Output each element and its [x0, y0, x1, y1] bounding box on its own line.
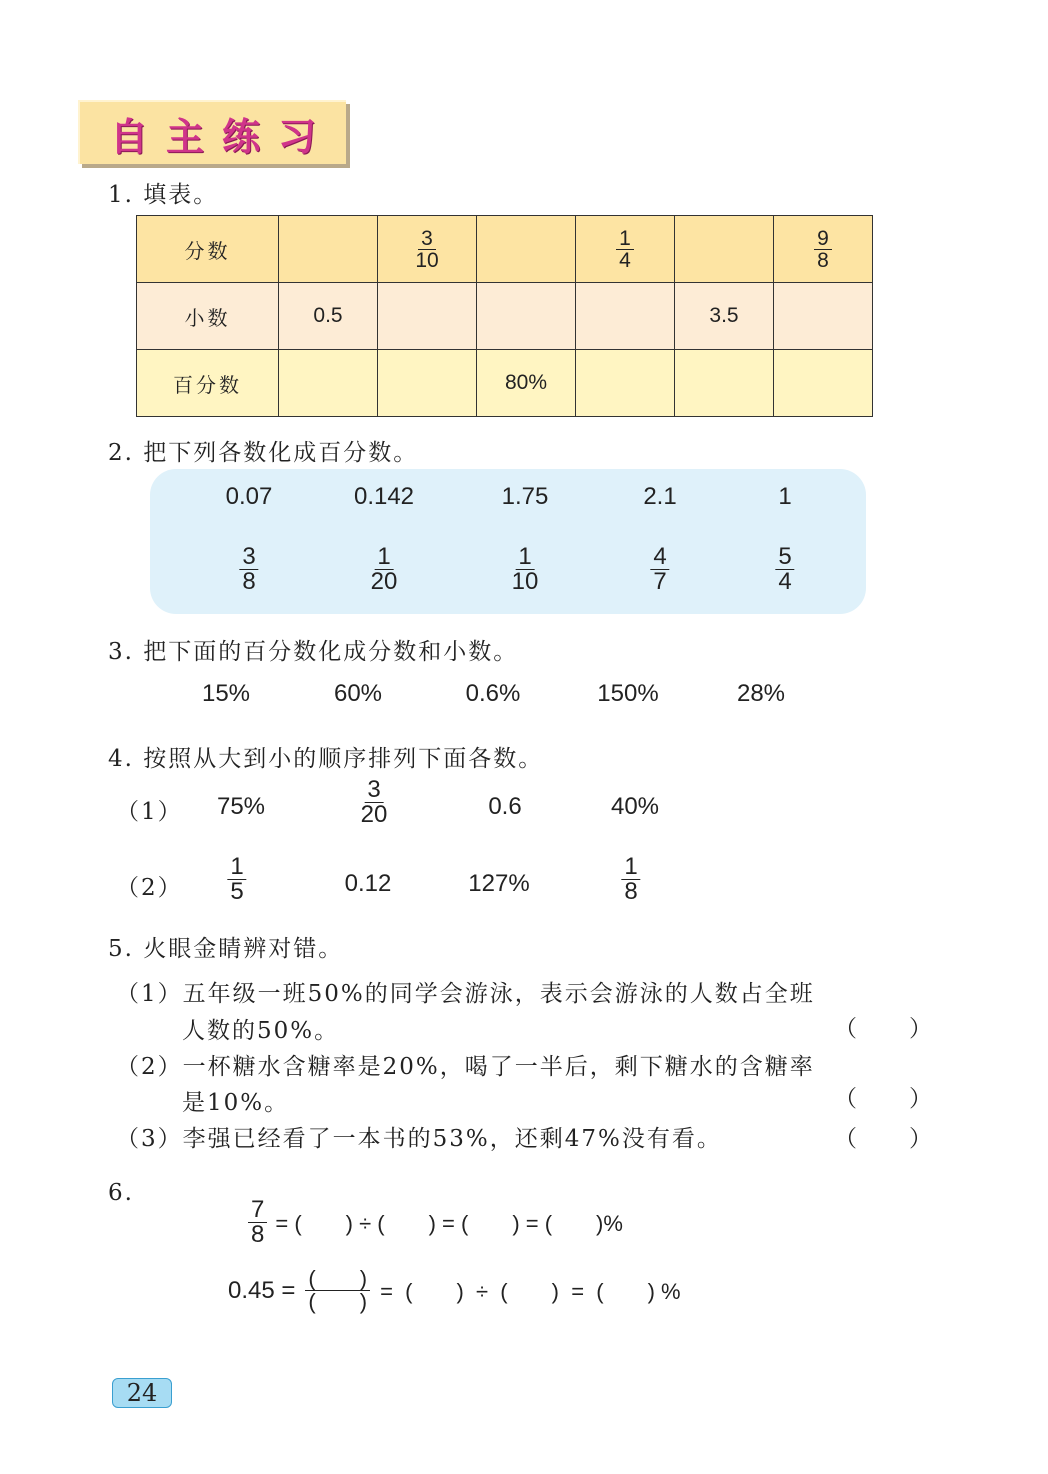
fraction-blank[interactable] [305, 1268, 370, 1313]
q2-title: 2. 把下列各数化成百分数。 [108, 440, 419, 466]
table-row-decimal [137, 283, 873, 350]
percent-item: 150% [597, 680, 659, 707]
banner-title: 自主练习 [109, 114, 334, 159]
decimal-item: 1 [778, 483, 792, 510]
denominator: 10 [415, 248, 439, 272]
numerator: 4 [650, 545, 669, 570]
denominator: 8 [251, 1221, 265, 1248]
denominator: 4 [619, 248, 631, 272]
numerator: 1 [227, 855, 246, 880]
q5-item2-line1: （2）一杯糖水含糖率是20%，喝了一半后，剩下糖水的含糖率 [116, 1054, 815, 1080]
numerator-blank[interactable]: ( ) [305, 1268, 370, 1291]
percent-item: 60% [333, 680, 383, 707]
table-cell [378, 216, 477, 283]
q4-part1-label: （1） [116, 799, 183, 825]
denominator: 5 [230, 878, 244, 905]
table-cell[interactable] [279, 350, 378, 417]
table-row-fraction [137, 216, 873, 283]
percent-item: 0.6% [465, 680, 521, 707]
answer-paren[interactable]: （ ） [834, 1126, 934, 1152]
denominator: 20 [360, 801, 388, 828]
denominator: 8 [242, 568, 256, 595]
q4-p2-c: 127% [468, 870, 530, 897]
table-cell[interactable] [576, 283, 675, 350]
numerator: 1 [515, 545, 534, 570]
row-label: 小数 [137, 283, 279, 350]
numerator: 1 [621, 855, 640, 880]
q5-item1-line1: （1）五年级一班50%的同学会游泳，表示会游泳的人数占全班 [116, 981, 815, 1007]
table-cell[interactable] [378, 283, 477, 350]
q4-title: 4. 按照从大到小的顺序排列下面各数。 [108, 746, 544, 772]
q5-item3-line1: （3）李强已经看了一本书的53%，还剩47%没有看。 [116, 1126, 722, 1152]
row-label: 分数 [137, 216, 279, 283]
denominator: 10 [511, 568, 539, 595]
decimal-item: 0.07 [225, 483, 273, 510]
q5-item2-line2: 是10%。 [182, 1090, 290, 1116]
fraction [775, 545, 794, 594]
denominator: 7 [653, 568, 667, 595]
q4-p1-c: 0.6 [488, 793, 522, 820]
decimal-item: 2.1 [643, 483, 677, 510]
table-cell [774, 216, 873, 283]
numerator: 1 [374, 545, 393, 570]
table-row-percent [137, 350, 873, 417]
numerator: 1 [616, 228, 634, 250]
table-cell[interactable] [774, 283, 873, 350]
q4-p1-a: 75% [216, 793, 266, 820]
q4-p1-d: 40% [610, 793, 660, 820]
denominator: 8 [624, 878, 638, 905]
table-cell[interactable] [675, 216, 774, 283]
numerator: 3 [239, 545, 258, 570]
row-label: 百分数 [137, 350, 279, 417]
table-cell[interactable] [774, 350, 873, 417]
decimal-item: 1.75 [501, 483, 549, 510]
fraction [248, 1198, 267, 1247]
table-cell[interactable] [378, 350, 477, 417]
denominator-blank[interactable]: ( ) [308, 1289, 368, 1314]
percent-item: 28% [736, 680, 786, 707]
q6-line1 [248, 1198, 623, 1247]
table-cell [576, 216, 675, 283]
answer-paren[interactable]: （ ） [834, 1016, 934, 1042]
q6-line2 [228, 1268, 681, 1313]
section-banner [78, 100, 346, 164]
numerator: 9 [814, 228, 832, 250]
percent-item: 15% [201, 680, 251, 707]
q3-title: 3. 把下面的百分数化成分数和小数。 [108, 639, 519, 665]
equation-blanks[interactable]: = ( ) ÷ ( ) = ( ) % [380, 1279, 681, 1304]
q5-item1-line2: 人数的50%。 [182, 1018, 340, 1044]
fill-table [136, 215, 873, 417]
table-cell[interactable] [477, 283, 576, 350]
numerator: 5 [775, 545, 794, 570]
table-cell: 3.5 [675, 283, 774, 350]
table-cell[interactable] [576, 350, 675, 417]
fraction [509, 545, 542, 594]
numerator: 3 [364, 778, 383, 803]
fraction [650, 545, 669, 594]
equation-blanks[interactable]: = ( ) ÷ ( ) = ( ) = ( )% [275, 1211, 623, 1236]
numerator: 7 [248, 1198, 267, 1223]
denominator: 4 [778, 568, 792, 595]
page-number: 24 [112, 1378, 172, 1408]
equation-lead: 0.45 = [228, 1276, 296, 1304]
fraction [368, 545, 401, 594]
q4-p2-b: 0.12 [344, 870, 392, 897]
table-cell[interactable] [477, 216, 576, 283]
q5-title: 5. 火眼金睛辨对错。 [108, 936, 344, 962]
table-cell[interactable] [279, 216, 378, 283]
table-cell: 80% [477, 350, 576, 417]
denominator: 20 [370, 568, 398, 595]
decimal-item: 0.142 [353, 483, 415, 510]
fraction [239, 545, 258, 594]
q1-title: 1. 填表。 [108, 182, 219, 208]
answer-paren[interactable]: （ ） [834, 1086, 934, 1112]
q4-part2-label: （2） [116, 875, 183, 901]
denominator: 8 [817, 248, 829, 272]
q6-title: 6. [108, 1180, 134, 1206]
table-cell[interactable] [675, 350, 774, 417]
fraction [358, 778, 391, 827]
table-cell: 0.5 [279, 283, 378, 350]
fraction [621, 855, 640, 904]
fraction [227, 855, 246, 904]
numerator: 3 [418, 228, 436, 250]
